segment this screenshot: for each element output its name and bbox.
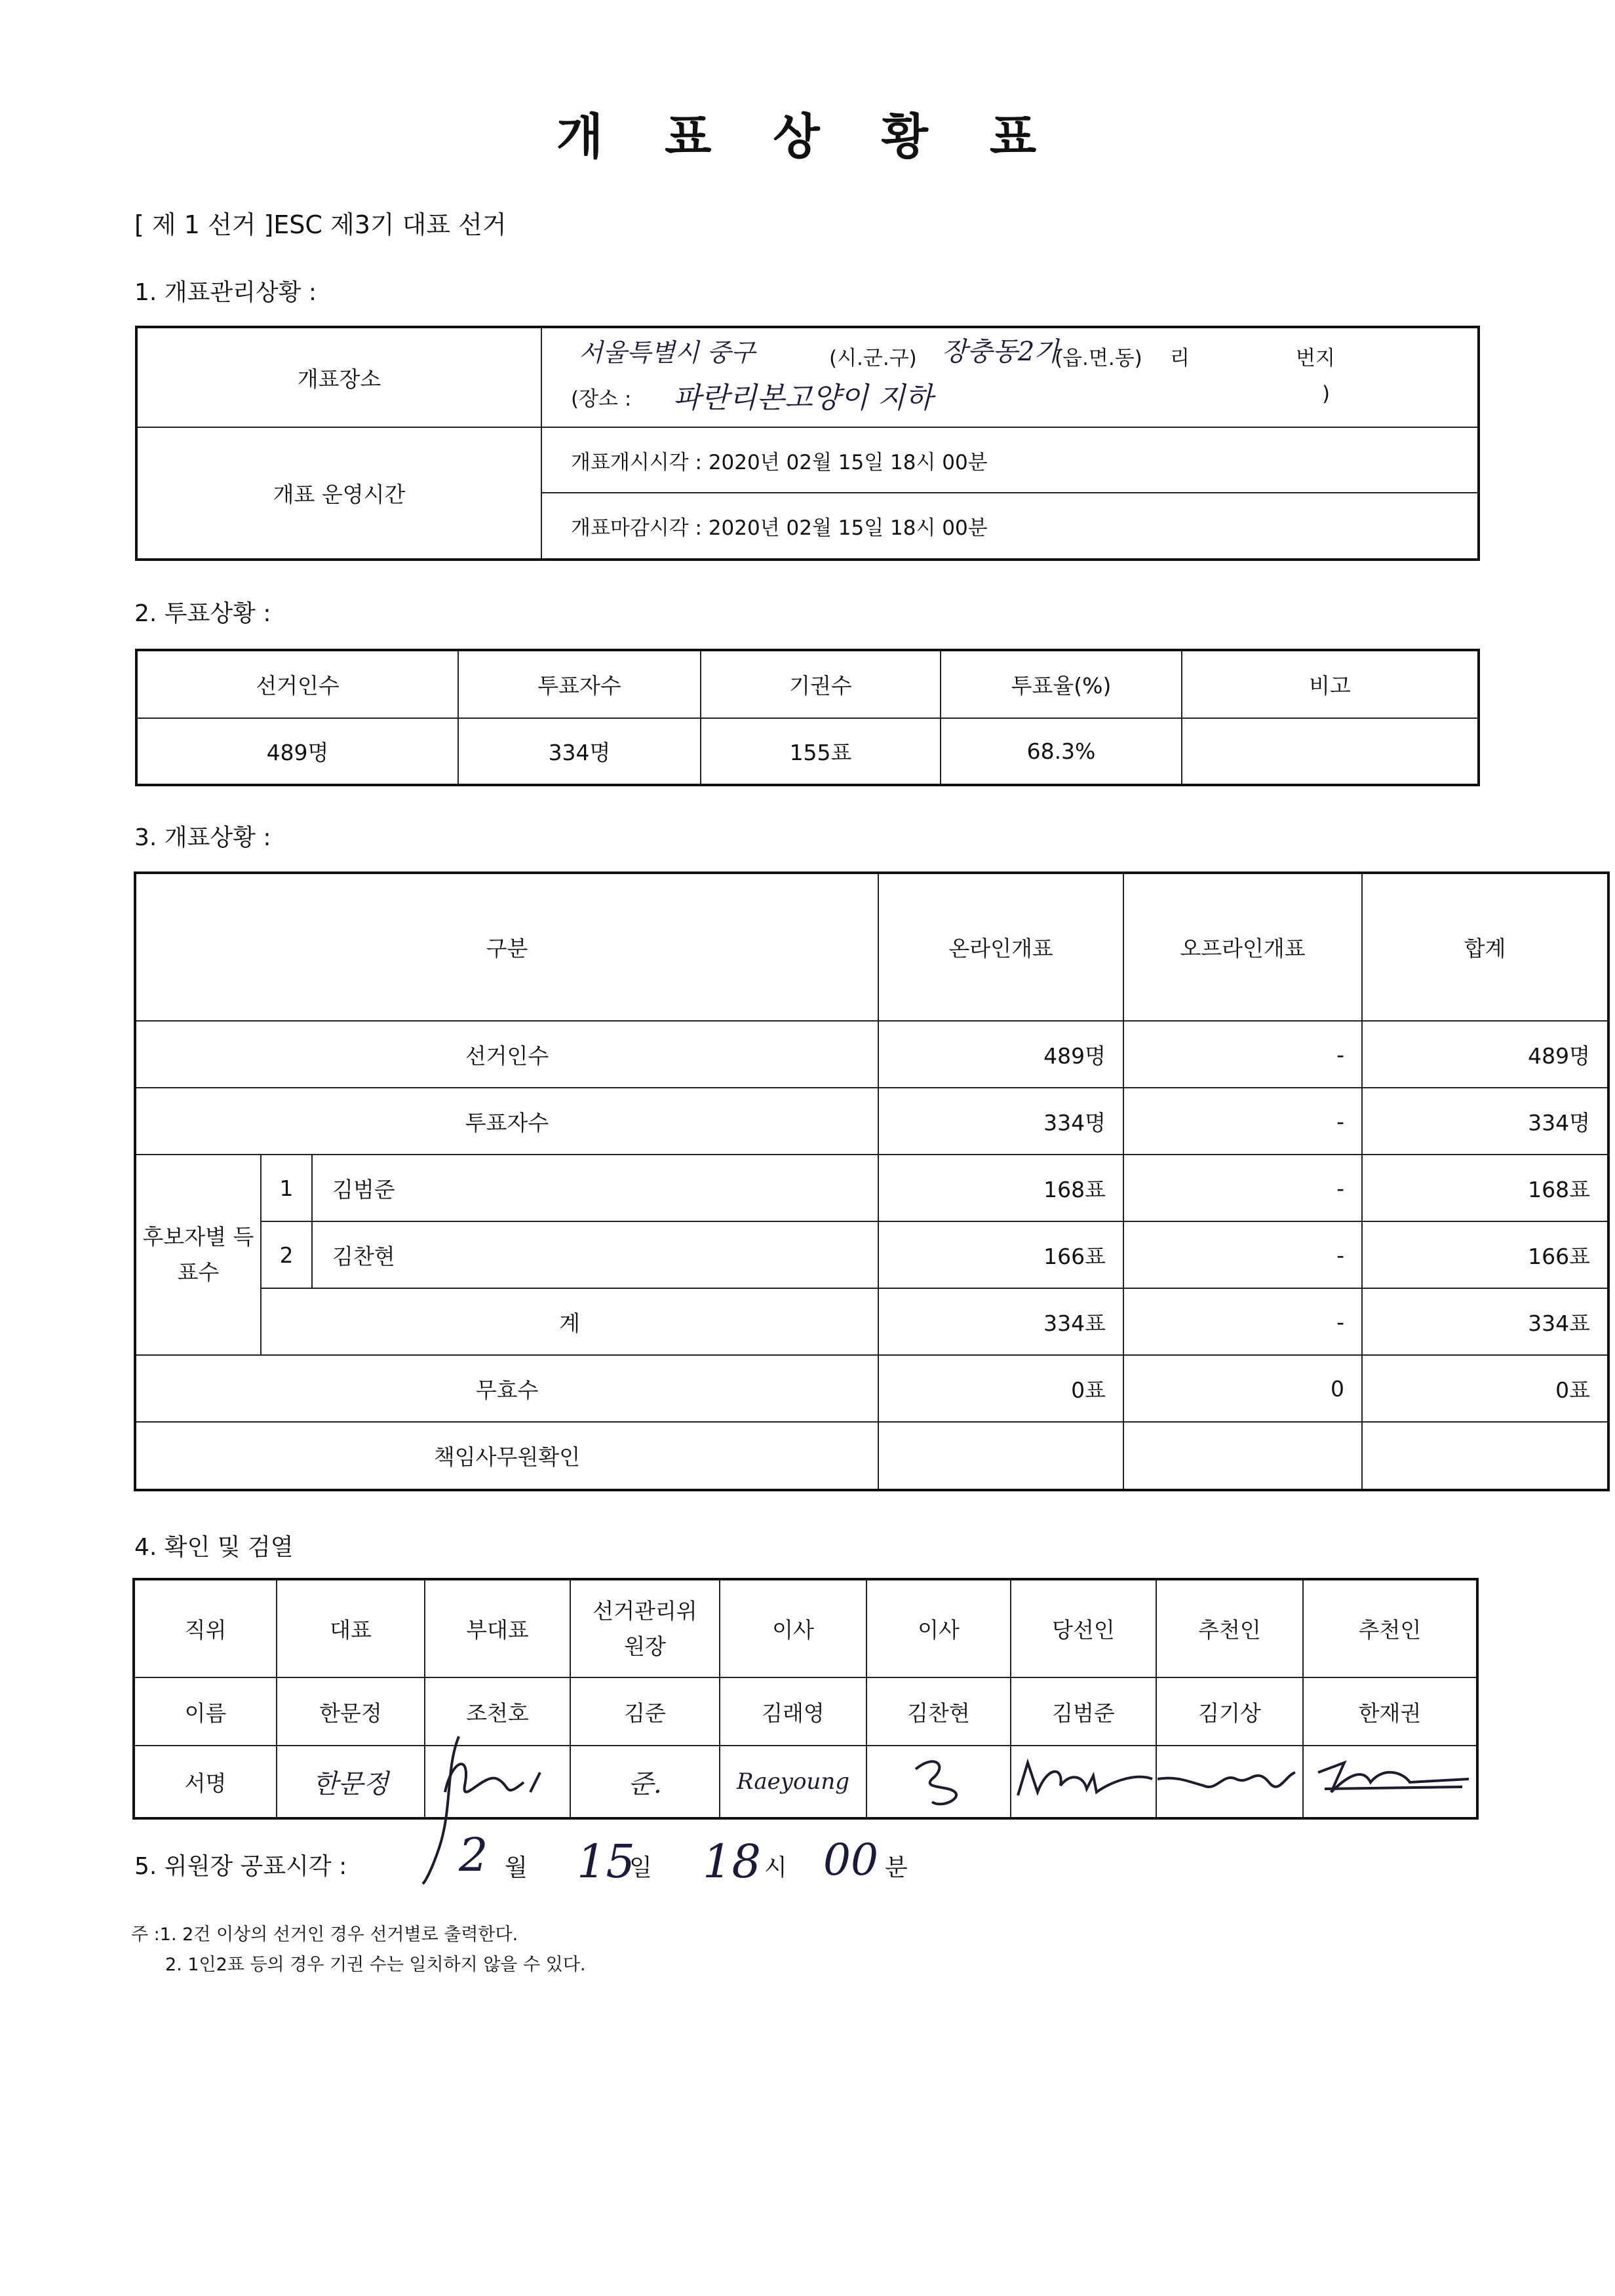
signature-7-scribble [1158, 1746, 1302, 1812]
address-dong-handwritten: 장충동2가 [942, 337, 1060, 367]
signature-6 [1011, 1746, 1156, 1818]
position-2: 부대표 [425, 1579, 570, 1677]
confirm-offline [1123, 1422, 1362, 1490]
verification-table [132, 1578, 1479, 1820]
voters-offline: - [1123, 1088, 1362, 1155]
name-5: 김찬현 [866, 1677, 1011, 1746]
voters-total: 334명 [1362, 1088, 1608, 1155]
invalid-label: 무효수 [135, 1355, 878, 1422]
name-8: 한재권 [1303, 1677, 1477, 1746]
signature-7 [1156, 1746, 1303, 1818]
name-2: 조천호 [425, 1677, 570, 1746]
candidate-1-no: 1 [261, 1155, 312, 1221]
position-8: 추천인 [1303, 1579, 1477, 1677]
venue-table [135, 326, 1480, 561]
header-voters: 투표자수 [458, 650, 701, 718]
header-turnout: 투표율(%) [941, 650, 1182, 718]
subtotal-online: 334표 [878, 1288, 1123, 1355]
announce-minute: 00 [823, 1835, 878, 1885]
candidate-2-offline: - [1123, 1221, 1362, 1288]
candidate-2-no: 2 [261, 1221, 312, 1288]
value-turnout: 68.3% [941, 718, 1182, 785]
position-5: 이사 [866, 1579, 1011, 1677]
candidate-1-offline: - [1123, 1155, 1362, 1221]
announce-minute-unit: 분 [885, 1854, 908, 1881]
candidate-2-total: 166표 [1362, 1221, 1608, 1288]
time-label: 개표 운영시간 [136, 427, 541, 560]
name-7: 김기상 [1156, 1677, 1303, 1746]
value-abstain: 155표 [701, 718, 941, 785]
position-4: 이사 [720, 1579, 866, 1677]
position-3: 선거관리위원장 [570, 1579, 720, 1677]
voters-online: 334명 [878, 1088, 1123, 1155]
header-electors: 선거인수 [136, 650, 458, 718]
place-prefix: (장소 : [571, 387, 632, 411]
name-1: 한문정 [277, 1677, 425, 1746]
invalid-total: 0표 [1362, 1355, 1608, 1422]
value-remarks [1182, 718, 1479, 785]
section3-heading: 3. 개표상황 : [134, 824, 271, 851]
value-voters: 334명 [458, 718, 701, 785]
venue-label: 개표장소 [136, 327, 541, 427]
signature-3: 준. [570, 1746, 720, 1818]
subtotal-label: 계 [261, 1288, 878, 1355]
row-label-signature: 서명 [134, 1746, 277, 1818]
section5-heading: 5. 위원장 공표시각 : [134, 1853, 347, 1880]
position-1: 대표 [277, 1579, 425, 1677]
header-total: 합계 [1362, 873, 1608, 1021]
subtotal-offline: - [1123, 1288, 1362, 1355]
header-remarks: 비고 [1182, 650, 1479, 718]
name-3: 김준 [570, 1677, 720, 1746]
name-6: 김범준 [1011, 1677, 1156, 1746]
signature-8-scribble [1305, 1746, 1475, 1812]
invalid-offline: 0 [1123, 1355, 1362, 1422]
address-handwritten: 서울특별시 중구 [579, 338, 756, 367]
place-suffix: ) [1322, 382, 1331, 406]
announce-month-unit: 월 [505, 1854, 528, 1881]
electors-offline: - [1123, 1021, 1362, 1088]
header-abstain: 기권수 [701, 650, 941, 718]
announce-day-unit: 일 [629, 1854, 652, 1881]
signature-6-scribble [1011, 1746, 1156, 1812]
announce-hour: 18 [703, 1835, 762, 1888]
confirm-online [878, 1422, 1123, 1490]
candidate-1-total: 168표 [1362, 1155, 1608, 1221]
signature-8 [1303, 1746, 1477, 1818]
address-dong-label: (읍.면.동) [1055, 347, 1142, 370]
section1-heading: 1. 개표관리상황 : [134, 279, 317, 306]
header-online: 온라인개표 [878, 873, 1123, 1021]
signature-1: 한문정 [277, 1746, 425, 1818]
confirm-label: 책임사무원확인 [135, 1422, 878, 1490]
address-ri-label: 리 [1170, 347, 1190, 370]
row-label-position: 직위 [134, 1579, 277, 1677]
candidate-1-name: 김범준 [312, 1155, 878, 1221]
signature-5 [866, 1746, 1011, 1818]
candidate-2-name: 김찬현 [312, 1221, 878, 1288]
header-offline: 오프라인개표 [1123, 873, 1362, 1021]
address-si-label: (시.군.구) [829, 347, 917, 370]
confirm-total [1362, 1422, 1608, 1490]
electors-online: 489명 [878, 1021, 1123, 1088]
venue-address-cell [541, 327, 1479, 427]
note-1: 주 :1. 2건 이상의 선거인 경우 선거별로 출력한다. [131, 1924, 518, 1945]
position-6: 당선인 [1011, 1579, 1156, 1677]
address-bunji-label: 번지 [1296, 347, 1335, 370]
count-table [134, 871, 1610, 1491]
election-header: [ 제 1 선거 ]ESC 제3기 대표 선거 [134, 210, 507, 239]
candidate-2-online: 166표 [878, 1221, 1123, 1288]
candidate-1-online: 168표 [878, 1155, 1123, 1221]
announce-hour-unit: 시 [764, 1854, 787, 1881]
invalid-online: 0표 [878, 1355, 1123, 1422]
note-2: 2. 1인2표 등의 경우 기권 수는 일치하지 않을 수 있다. [165, 1955, 586, 1975]
header-category: 구분 [135, 873, 878, 1021]
name-4: 김래영 [720, 1677, 866, 1746]
subtotal-total: 334표 [1362, 1288, 1608, 1355]
start-time: 개표개시시각 : 2020년 02월 15일 18시 00분 [541, 427, 1479, 493]
announce-month: 2 [459, 1828, 488, 1882]
electors-label: 선거인수 [135, 1021, 878, 1088]
value-electors: 489명 [136, 718, 458, 785]
position-7: 추천인 [1156, 1579, 1303, 1677]
signature-4: Raeyoung [720, 1746, 866, 1818]
section4-heading: 4. 확인 및 검열 [134, 1534, 294, 1561]
page-title: 개 표 상 황 표 [556, 109, 1059, 165]
electors-total: 489명 [1362, 1021, 1608, 1088]
announce-day: 15 [577, 1835, 636, 1888]
end-time: 개표마감시각 : 2020년 02월 15일 18시 00분 [541, 493, 1479, 560]
row-label-name: 이름 [134, 1677, 277, 1746]
section2-heading: 2. 투표상황 : [134, 600, 271, 627]
candidates-group-label: 후보자별 득표수 [135, 1155, 261, 1355]
place-handwritten: 파란리본고양이 지하 [673, 381, 933, 415]
vote-status-table [135, 649, 1480, 786]
handwriting-stroke [419, 1730, 498, 1887]
voters-label: 투표자수 [135, 1088, 878, 1155]
signature-5-scribble [870, 1746, 1007, 1812]
